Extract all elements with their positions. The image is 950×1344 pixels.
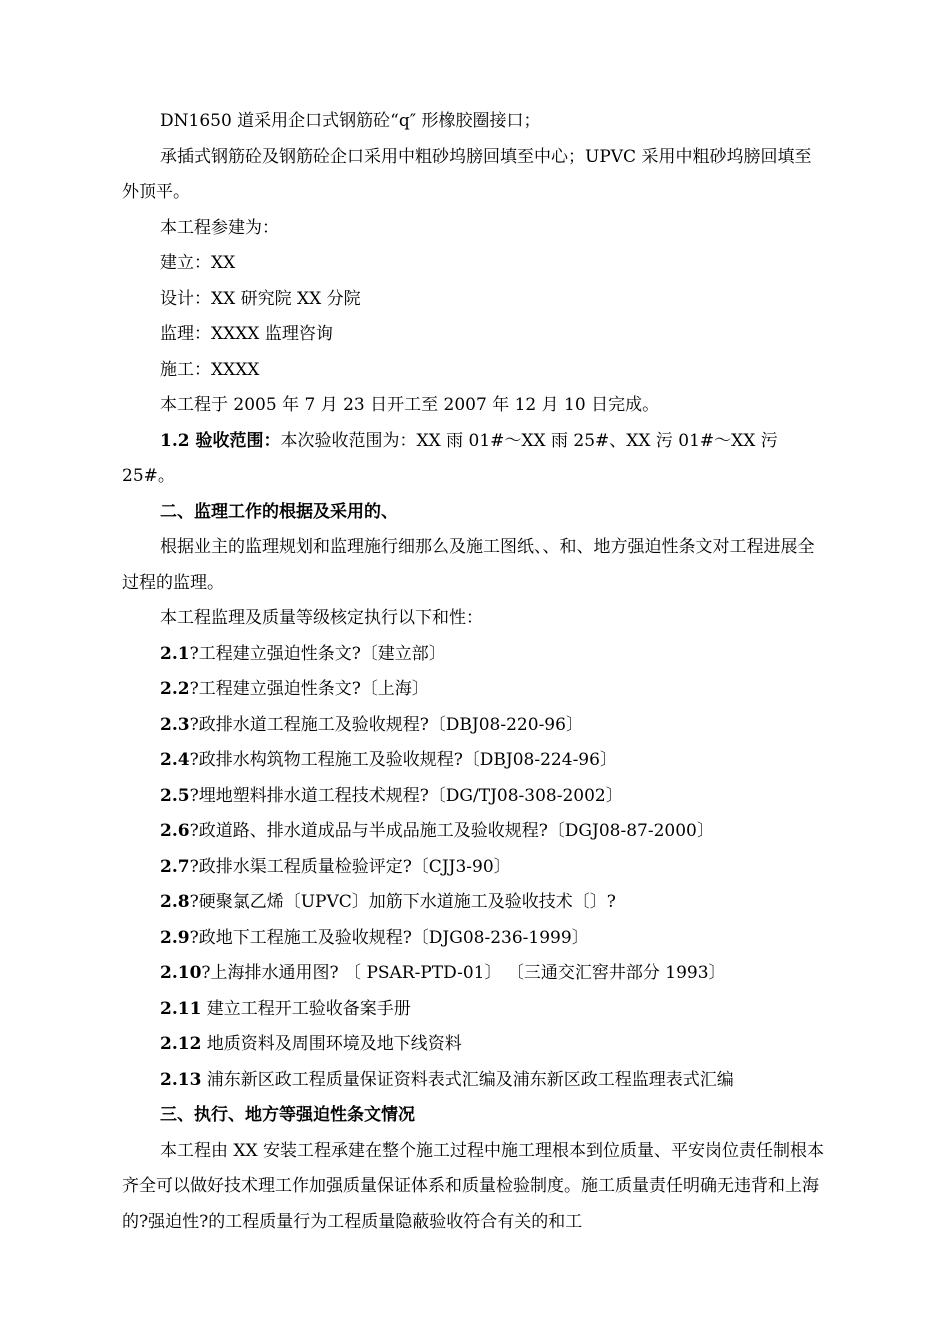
paragraph-enforcement: 本工程由 XX 安装工程承建在整个施工过程中施工理根本到位质量、平安岗位责任制根本齐全可以做好技术理工作加强质量保证体系和质量检验制度。施工质量责任明确无违背和上海的?强迫性?的工程质量行为工程质量隐蔽验收符合有关的和工 [122,1140,825,1232]
list-item-number: 2.9 [160,927,190,948]
list-item-number: 2.5 [160,785,190,806]
list-item [122,885,828,921]
list-item-text: ?硬聚氯乙烯〔UPVC〕加筋下水道施工及验收技术〔〕? [189,892,616,912]
list-item [122,1063,828,1099]
list-item-number: 2.4 [160,750,190,770]
list-item [122,956,828,992]
list-item-text: ?政排水渠工程质量检验评定?〔CJJ3-90〕 [189,856,511,877]
list-item-number: 2.13 [160,1069,202,1090]
list-item [122,779,828,815]
list-item-text: 浦东新区政工程质量保证资料表式汇编及浦东新区政工程监理表式汇编 [201,1069,734,1090]
list-item [122,814,828,850]
paragraph-designer: 设计：XX 研究院 XX 分院 [160,288,361,309]
list-item-text: 地质资料及周围环境及地下线资料 [201,1034,462,1054]
list-item-text: ?工程建立强迫性条文?〔上海〕 [189,679,429,699]
standards-list [122,637,828,1099]
list-item-text: ?埋地塑料排水道工程技术规程?〔DG/TJ08-308-2002〕 [189,785,623,806]
paragraph-acceptance-scope [122,424,828,495]
list-item [122,708,828,744]
list-item [122,1027,828,1063]
section-2-heading: 二、监理工作的根据及采用的、 [160,501,398,522]
paragraph-participants-intro: 本工程参建为： [160,217,279,238]
list-item-number: 2.7 [160,856,190,877]
list-item-text: 建立工程开工验收备案手册 [201,998,411,1019]
paragraph-builder: 建立：XX [160,253,236,273]
list-item-number: 2.11 [160,998,202,1019]
list-item [122,921,828,957]
paragraph-schedule: 本工程于 2005 年 7 月 23 日开工至 2007 年 12 月 10 日完成。 [160,395,660,415]
list-item-number: 2.10 [160,963,202,983]
paragraph-pipe-joint: DN1650 道采用企口式钢筋砼“q″ 形橡胶圈接口； [160,111,541,131]
list-item [122,743,828,779]
list-item-number: 2.2 [160,679,190,699]
list-item [122,850,828,886]
paragraph-supervision-basis: 根据业主的监理规划和监理施行细那么及施工图纸、、和、地方强迫性条文对工程进展全过程的监理。 [122,537,815,593]
list-item-text: ?工程建立强迫性条文?〔建立部〕 [189,643,446,664]
acceptance-scope-text: 本次验收范围为：XX 雨 01#～XX 雨 25#、XX 污 01#～XX 污 25#。 [122,430,778,486]
list-item [122,992,828,1028]
list-item-number: 2.3 [160,714,190,735]
list-item-text: ?政地下工程施工及验收规程?〔DJG08-236-1999〕 [189,927,589,948]
list-item-number: 2.6 [160,821,190,841]
list-item [122,672,828,708]
paragraph-backfill: 承插式钢筋砼及钢筋砼企口采用中粗砂坞膀回填至中心；UPVC 采用中粗砂坞膀回填至外顶平。 [122,146,812,202]
paragraph-supervisor: 监理：XXXX 监理咨询 [160,324,333,344]
paragraph-standards-intro: 本工程监理及质量等级核定执行以下和性： [160,608,483,628]
list-item-text: ?政道路、排水道成品与半成品施工及验收规程?〔DGJ08-87-2000〕 [189,821,714,841]
list-item-text: ?政排水道工程施工及验收规程?〔DBJ08-220-96〕 [189,714,583,735]
list-item-number: 2.12 [160,1034,202,1054]
paragraph-contractor: 施工：XXXX [160,359,260,380]
list-item-text: ?政排水构筑物工程施工及验收规程?〔DBJ08-224-96〕 [189,750,617,770]
list-item-number: 2.1 [160,643,190,664]
list-item [122,637,828,673]
list-item-number: 2.8 [160,892,190,912]
document-page [122,104,828,1240]
section-3-heading: 三、执行、地方等强迫性条文情况 [160,1105,415,1125]
acceptance-scope-label: 1.2 验收范围： [160,430,281,451]
list-item-text: ?上海排水通用图? 〔 PSAR-PTD-01〕 〔三通交汇窖井部分 1993〕 [201,963,726,983]
